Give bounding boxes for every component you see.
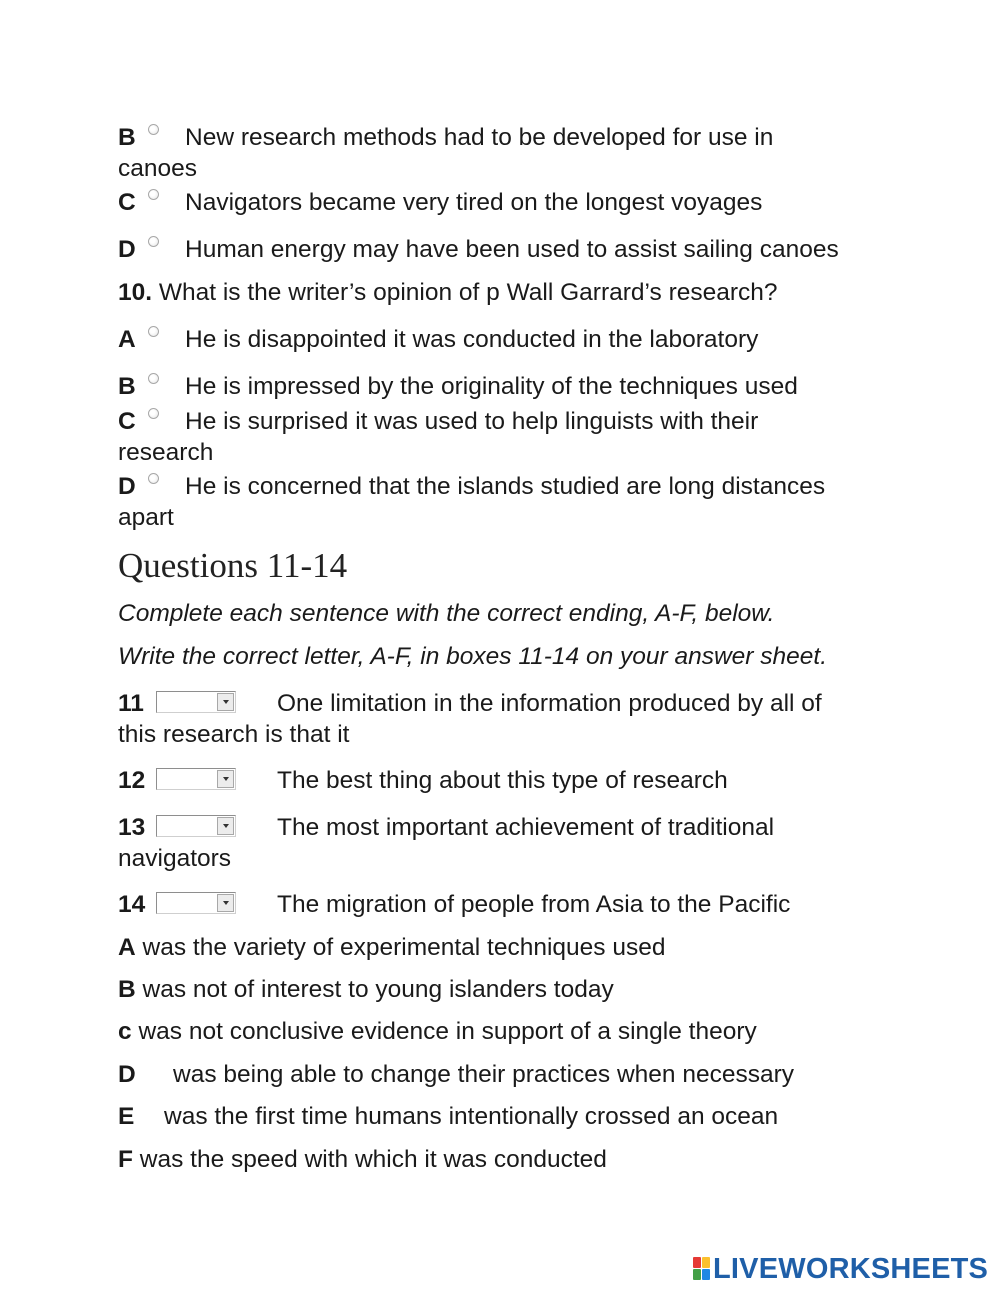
ending-letter: A xyxy=(118,934,136,961)
sentence-text-continued: this research is that it xyxy=(118,721,350,748)
sentence-number: 14 xyxy=(118,891,146,918)
option-text: Navigators became very tired on the longest voyages xyxy=(185,189,763,216)
option-text-continued: apart xyxy=(118,504,174,531)
option-letter: A xyxy=(118,326,136,353)
sentence-number: 12 xyxy=(118,767,146,794)
ending-c xyxy=(118,1016,908,1047)
dropdown-arrow-icon[interactable] xyxy=(217,894,234,912)
radio-button[interactable] xyxy=(148,124,159,135)
section-heading: Questions 11-14 xyxy=(118,546,348,585)
dropdown-arrow-icon[interactable] xyxy=(217,770,234,788)
radio-button[interactable] xyxy=(148,408,159,419)
instruction-write: Write the correct letter, A-F, in boxes 11-14 on your answer sheet. xyxy=(118,643,828,670)
option-text: Human energy may have been used to assist sailing canoes xyxy=(185,236,839,263)
ending-text: was the variety of experimental techniques used xyxy=(142,934,666,961)
option-text-continued: research xyxy=(118,439,214,466)
sentence-13 xyxy=(118,812,908,843)
sentence-number: 13 xyxy=(118,814,146,841)
q10-option-a[interactable] xyxy=(118,324,908,355)
option-text: He is impressed by the originality of the techniques used xyxy=(185,373,798,400)
sentence-number: 11 xyxy=(118,690,144,717)
answer-select-11[interactable] xyxy=(156,691,236,713)
ending-a xyxy=(118,932,908,963)
q9-option-c[interactable] xyxy=(118,187,908,218)
ending-letter: c xyxy=(118,1018,132,1045)
ending-letter: D xyxy=(118,1061,136,1088)
sentence-text-continued: navigators xyxy=(118,845,232,872)
radio-button[interactable] xyxy=(148,373,159,384)
q9-option-d[interactable] xyxy=(118,234,908,265)
ending-text: was the speed with which it was conducted xyxy=(139,1146,607,1173)
question-number: 10. xyxy=(118,279,153,306)
logo-text: LIVEWORKSHEETS xyxy=(713,1252,989,1285)
sentence-text: One limitation in the information produced by all of xyxy=(277,690,822,717)
ending-b xyxy=(118,974,908,1005)
question-10 xyxy=(118,277,908,308)
dropdown-arrow-icon[interactable] xyxy=(217,817,234,835)
option-text: He is concerned that the islands studied are long distances xyxy=(185,473,826,500)
radio-button[interactable] xyxy=(148,326,159,337)
q9-option-b[interactable] xyxy=(118,122,908,153)
answer-select-14[interactable] xyxy=(156,892,236,914)
answer-select-12[interactable] xyxy=(156,768,236,790)
dropdown-arrow-icon[interactable] xyxy=(217,693,234,711)
logo-mark-icon xyxy=(693,1257,711,1281)
sentence-12 xyxy=(118,765,908,796)
option-letter: C xyxy=(118,408,136,435)
sentence-14 xyxy=(118,889,908,920)
ending-letter: F xyxy=(118,1146,133,1173)
ending-text: was being able to change their practices when necessary xyxy=(173,1061,795,1088)
question-text: What is the writer’s opinion of p Wall Garrard’s research? xyxy=(158,279,778,306)
q10-option-c[interactable] xyxy=(118,406,908,437)
option-letter: B xyxy=(118,124,136,151)
ending-text: was the first time humans intentionally crossed an ocean xyxy=(164,1103,779,1130)
option-text-continued: canoes xyxy=(118,155,198,182)
option-text: He is surprised it was used to help linguists with their xyxy=(185,408,759,435)
radio-button[interactable] xyxy=(148,473,159,484)
liveworksheets-logo xyxy=(693,1253,988,1285)
sentence-text: The most important achievement of traditional xyxy=(277,814,775,841)
ending-text: was not of interest to young islanders today xyxy=(142,976,614,1003)
radio-button[interactable] xyxy=(148,189,159,200)
answer-select-13[interactable] xyxy=(156,815,236,837)
ending-letter: E xyxy=(118,1103,135,1130)
radio-button[interactable] xyxy=(148,236,159,247)
option-letter: B xyxy=(118,373,136,400)
sentence-text: The best thing about this type of research xyxy=(277,767,728,794)
option-letter: C xyxy=(118,189,136,216)
ending-f xyxy=(118,1144,908,1175)
sentence-text: The migration of people from Asia to the Pacific xyxy=(277,891,791,918)
instruction-complete: Complete each sentence with the correct ending, A-F, below. xyxy=(118,600,775,627)
q10-option-d[interactable] xyxy=(118,471,908,502)
option-letter: D xyxy=(118,473,136,500)
ending-letter: B xyxy=(118,976,136,1003)
q10-option-b[interactable] xyxy=(118,371,908,402)
sentence-11 xyxy=(118,688,908,719)
option-text: New research methods had to be developed for use in xyxy=(185,124,774,151)
option-text: He is disappointed it was conducted in the laboratory xyxy=(185,326,759,353)
ending-text: was not conclusive evidence in support of a single theory xyxy=(138,1018,757,1045)
option-letter: D xyxy=(118,236,136,263)
ending-e xyxy=(118,1101,908,1132)
ending-d xyxy=(118,1059,908,1090)
